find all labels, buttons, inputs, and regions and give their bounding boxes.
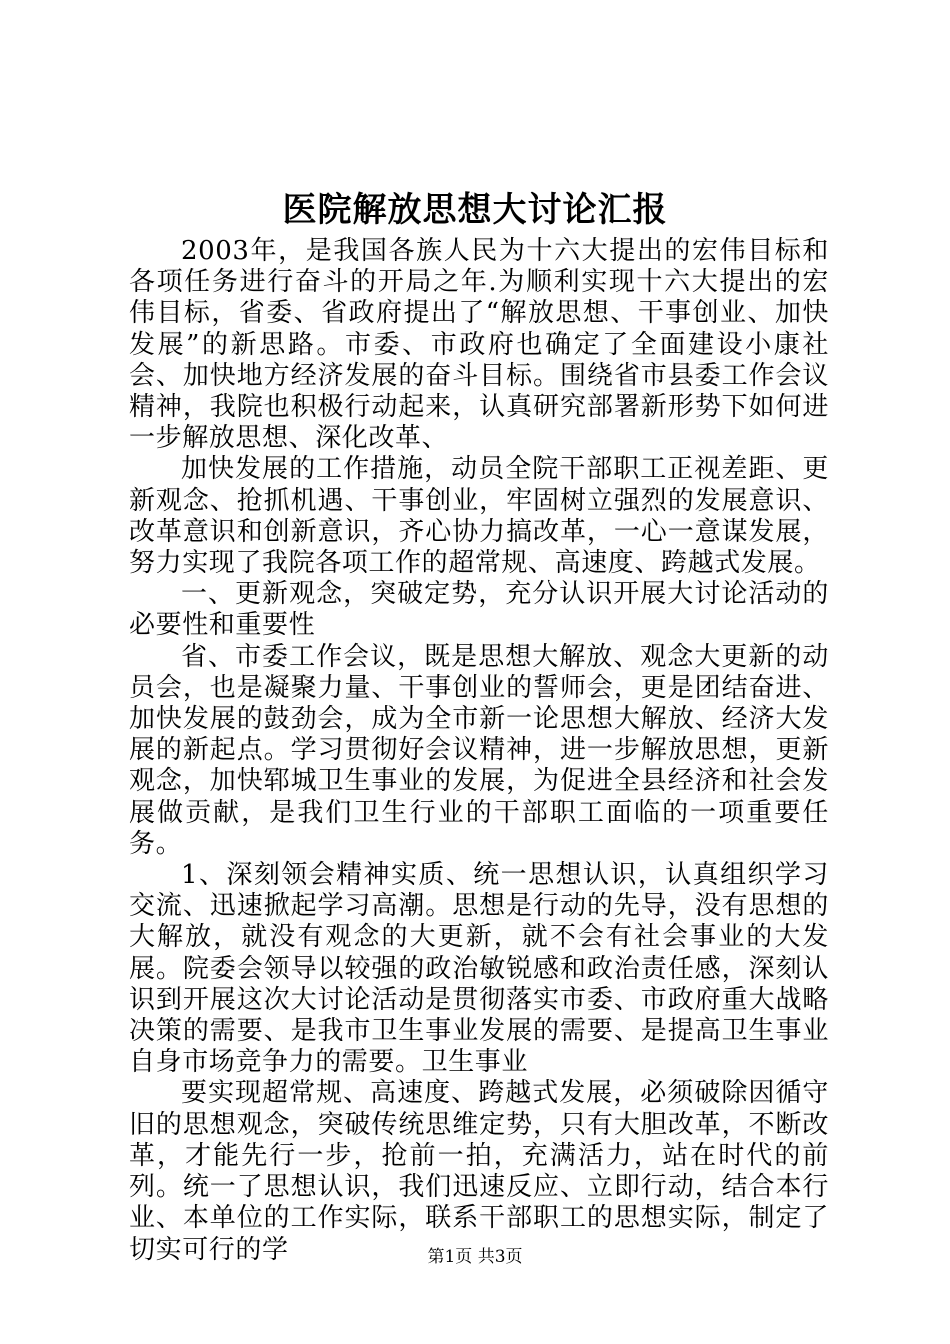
page-number-footer: 第1页 共3页 bbox=[427, 1247, 523, 1267]
paragraph: 2003年，是我国各族人民为十六大提出的宏伟目标和各项任务进行奋斗的开局之年.为顺利实现十六大提出的宏伟目标，省委、省政府提出了“解放思想、干事创业、加快发展”的新思路。市委、市政府也确定了全面建设小康社会、加快地方经济发展的奋斗目标。围绕省市县委工作会议精神，我院也积极行动起来，认真研究部署新形势下如何进一步解放思想、深化改革、 bbox=[129, 236, 829, 454]
paragraph: 加快发展的工作措施，动员全院干部职工正视差距、更新观念、抢抓机遇、干事创业，牢固树立强烈的发展意识、改革意识和创新意识，齐心协力搞改革，一心一意谋发展，努力实现了我院各项工作的超常规、高速度、跨越式发展。 bbox=[129, 454, 829, 579]
section-heading: 一、更新观念，突破定势，充分认识开展大讨论活动的必要性和重要性 bbox=[129, 579, 829, 641]
paragraph: 省、市委工作会议，既是思想大解放、观念大更新的动员会，也是凝聚力量、干事创业的誓师会，更是团结奋进、加快发展的鼓劲会，成为全市新一论思想大解放、经济大发展的新起点。学习贯彻好会议精神，进一步解放思想，更新观念，加快郓城卫生事业的发展，为促进全县经济和社会发展做贡献，是我们卫生行业的干部职工面临的一项重要任务。 bbox=[129, 641, 829, 859]
paragraph: 要实现超常规、高速度、跨越式发展，必须破除因循守旧的思想观念，突破传统思维定势，只有大胆改革，不断改革，才能先行一步，抢前一拍，充满活力，站在时代的前列。统一了思想认识，我们迅速反应、立即行动，结合本行业、本单位的工作实际，联系干部职工的思想实际，制定了切实可行的学 bbox=[129, 1078, 829, 1265]
paragraph: 1、深刻领会精神实质、统一思想认识，认真组织学习交流、迅速掀起学习高潮。思想是行动的先导，没有思想的大解放，就没有观念的大更新，就不会有社会事业的大发展。院委会领导以较强的政治敏锐感和政治责任感，深刻认识到开展这次大讨论活动是贯彻落实市委、市政府重大战略决策的需要、是我市卫生事业发展的需要、是提高卫生事业自身市场竞争力的需要。卫生事业 bbox=[129, 860, 829, 1078]
document-body bbox=[129, 236, 829, 1266]
document-title: 医院解放思想大讨论汇报 bbox=[282, 190, 668, 230]
